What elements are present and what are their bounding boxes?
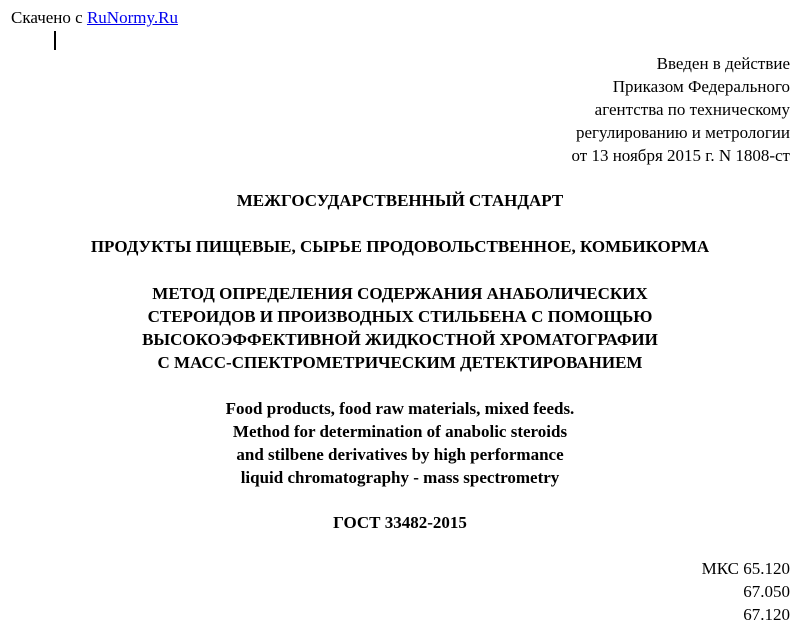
standard-group-heading: ПРОДУКТЫ ПИЩЕВЫЕ, СЫРЬЕ ПРОДОВОЛЬСТВЕННОЕ, КОМБИКОРМА [90, 237, 710, 256]
approval-line: от 13 ноября 2015 г. N 1808-ст [571, 146, 790, 165]
standard-title-english-line: Food products, food raw materials, mixed feeds. [225, 399, 575, 418]
approval-line: Приказом Федерального [612, 77, 790, 96]
classification-code: МКС 65.120 [701, 559, 790, 578]
standard-title-english-line: and stilbene derivatives by high performance [236, 445, 564, 464]
approval-block [572, 52, 791, 167]
standard-title-line: МЕТОД ОПРЕДЕЛЕНИЯ СОДЕРЖАНИЯ АНАБОЛИЧЕСКИХ [152, 284, 648, 303]
standard-title-english-line: Method for determination of anabolic steroids [232, 422, 568, 441]
standard-title-english [0, 397, 800, 489]
source-link[interactable]: RuNormy.Ru [86, 8, 178, 27]
standard-title-line: С МАСС-СПЕКТРОМЕТРИЧЕСКИМ ДЕТЕКТИРОВАНИЕМ [157, 353, 643, 372]
source-line [11, 6, 178, 29]
standard-title [0, 282, 800, 374]
source-prefix: Скачено с [11, 8, 87, 27]
approval-line: агентства по техническому [594, 100, 790, 119]
classification-codes [702, 557, 790, 626]
standard-title-line: ВЫСОКОЭФФЕКТИВНОЙ ЖИДКОСТНОЙ ХРОМАТОГРАФИИ [142, 330, 658, 349]
text-cursor [54, 31, 56, 50]
classification-code: 67.050 [743, 582, 790, 601]
approval-line: регулированию и метрологии [575, 123, 790, 142]
standard-number: ГОСТ 33482-2015 [333, 513, 467, 532]
approval-line: Введен в действие [656, 54, 790, 73]
classification-code: 67.120 [743, 605, 790, 624]
standard-title-english-line: liquid chromatography - mass spectrometry [240, 468, 560, 487]
standard-type-heading: МЕЖГОСУДАРСТВЕННЫЙ СТАНДАРТ [236, 191, 564, 210]
standard-title-line: СТЕРОИДОВ И ПРОИЗВОДНЫХ СТИЛЬБЕНА С ПОМОЩЬЮ [147, 307, 653, 326]
